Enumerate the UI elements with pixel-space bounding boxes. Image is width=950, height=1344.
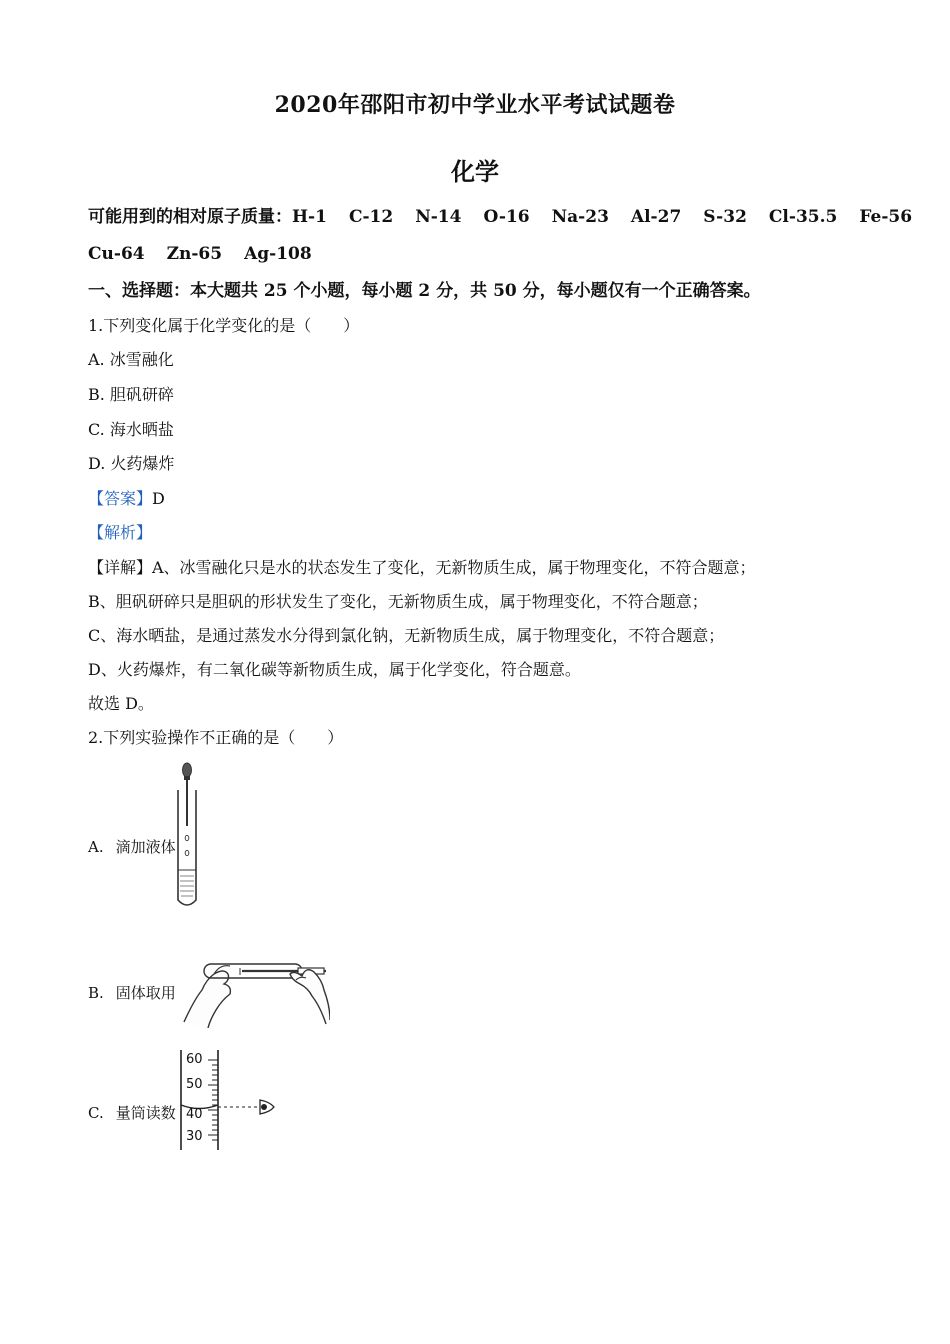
mass-item: Ag-108 [244, 244, 312, 264]
mass-item: Fe-56 [859, 207, 913, 227]
mass-item: N-14 [415, 207, 462, 227]
tick-label: 60 [186, 1052, 203, 1067]
subject-title: 化学 [451, 157, 499, 186]
mass-item: S-32 [703, 207, 747, 227]
detail-line-c: C、海水晒盐，是通过蒸发水分得到氯化钠，无新物质生成，属于物理变化，不符合题意； [88, 626, 725, 645]
dropper-test-tube-figure [170, 760, 204, 910]
question-1-option-c: C. 海水晒盐 [88, 420, 174, 439]
atomic-mass-label: 可能用到的相对原子质量： [88, 207, 292, 227]
mass-item: Zn-65 [166, 244, 223, 264]
detail-line-a: 【详解】A、冰雪融化只是水的状态发生了变化，无新物质生成，属于物理变化，不符合题意； [88, 558, 756, 577]
answer-value: D [152, 489, 165, 508]
analysis-tag: 【解析】 [88, 523, 153, 542]
option-text: 滴加液体 [115, 838, 176, 856]
option-letter: B. [88, 984, 104, 1002]
conclusion: 故选 D。 [88, 694, 154, 713]
mass-item: Al-27 [630, 207, 682, 227]
option-letter: A. [88, 838, 104, 856]
mass-item: Cu-64 [88, 244, 145, 264]
question-1-stem: 1.下列变化属于化学变化的是（ ） [88, 316, 360, 335]
mass-item: H-1 [292, 207, 327, 227]
tick-label: 40 [186, 1107, 203, 1122]
answer-tag: 【答案】 [88, 489, 153, 508]
tick-label: 30 [186, 1129, 203, 1144]
mass-item: C-12 [348, 207, 394, 227]
question-1-option-b: B. 胆矾研碎 [88, 385, 174, 404]
atomic-mass-row-1 [88, 206, 912, 228]
detail-line-d: D、火药爆炸，有二氧化碳等新物质生成，属于化学变化，符合题意。 [88, 660, 581, 679]
question-2-option-a [88, 836, 176, 857]
option-text: 量筒读数 [115, 1104, 176, 1122]
detail-line-b: B、胆矾研碎只是胆矾的形状发生了变化，无新物质生成，属于物理变化，不符合题意； [88, 592, 708, 611]
question-1-option-a: A. 冰雪融化 [88, 350, 174, 369]
tick-label: 50 [186, 1077, 203, 1092]
answer-line [88, 488, 165, 510]
exam-title: 2020年邵阳市初中学业水平考试试题卷 [274, 92, 676, 118]
mass-item: Cl-35.5 [768, 207, 838, 227]
solid-sampling-figure [180, 950, 330, 1028]
question-2-option-c [88, 1102, 176, 1123]
mass-item: O-16 [483, 207, 530, 227]
section-heading: 一、选择题：本大题共 25 个小题，每小题 2 分，共 50 分，每小题仅有一个正确答案。 [88, 281, 761, 301]
question-2-option-b [88, 982, 176, 1003]
mass-item: Na-23 [551, 207, 609, 227]
graduated-cylinder-figure [178, 1050, 278, 1152]
option-text: 固体取用 [115, 984, 176, 1002]
question-2-stem: 2.下列实验操作不正确的是（ ） [88, 728, 344, 747]
option-letter: C. [88, 1104, 104, 1122]
atomic-mass-row-2 [88, 243, 312, 265]
question-1-option-d: D. 火药爆炸 [88, 454, 175, 473]
